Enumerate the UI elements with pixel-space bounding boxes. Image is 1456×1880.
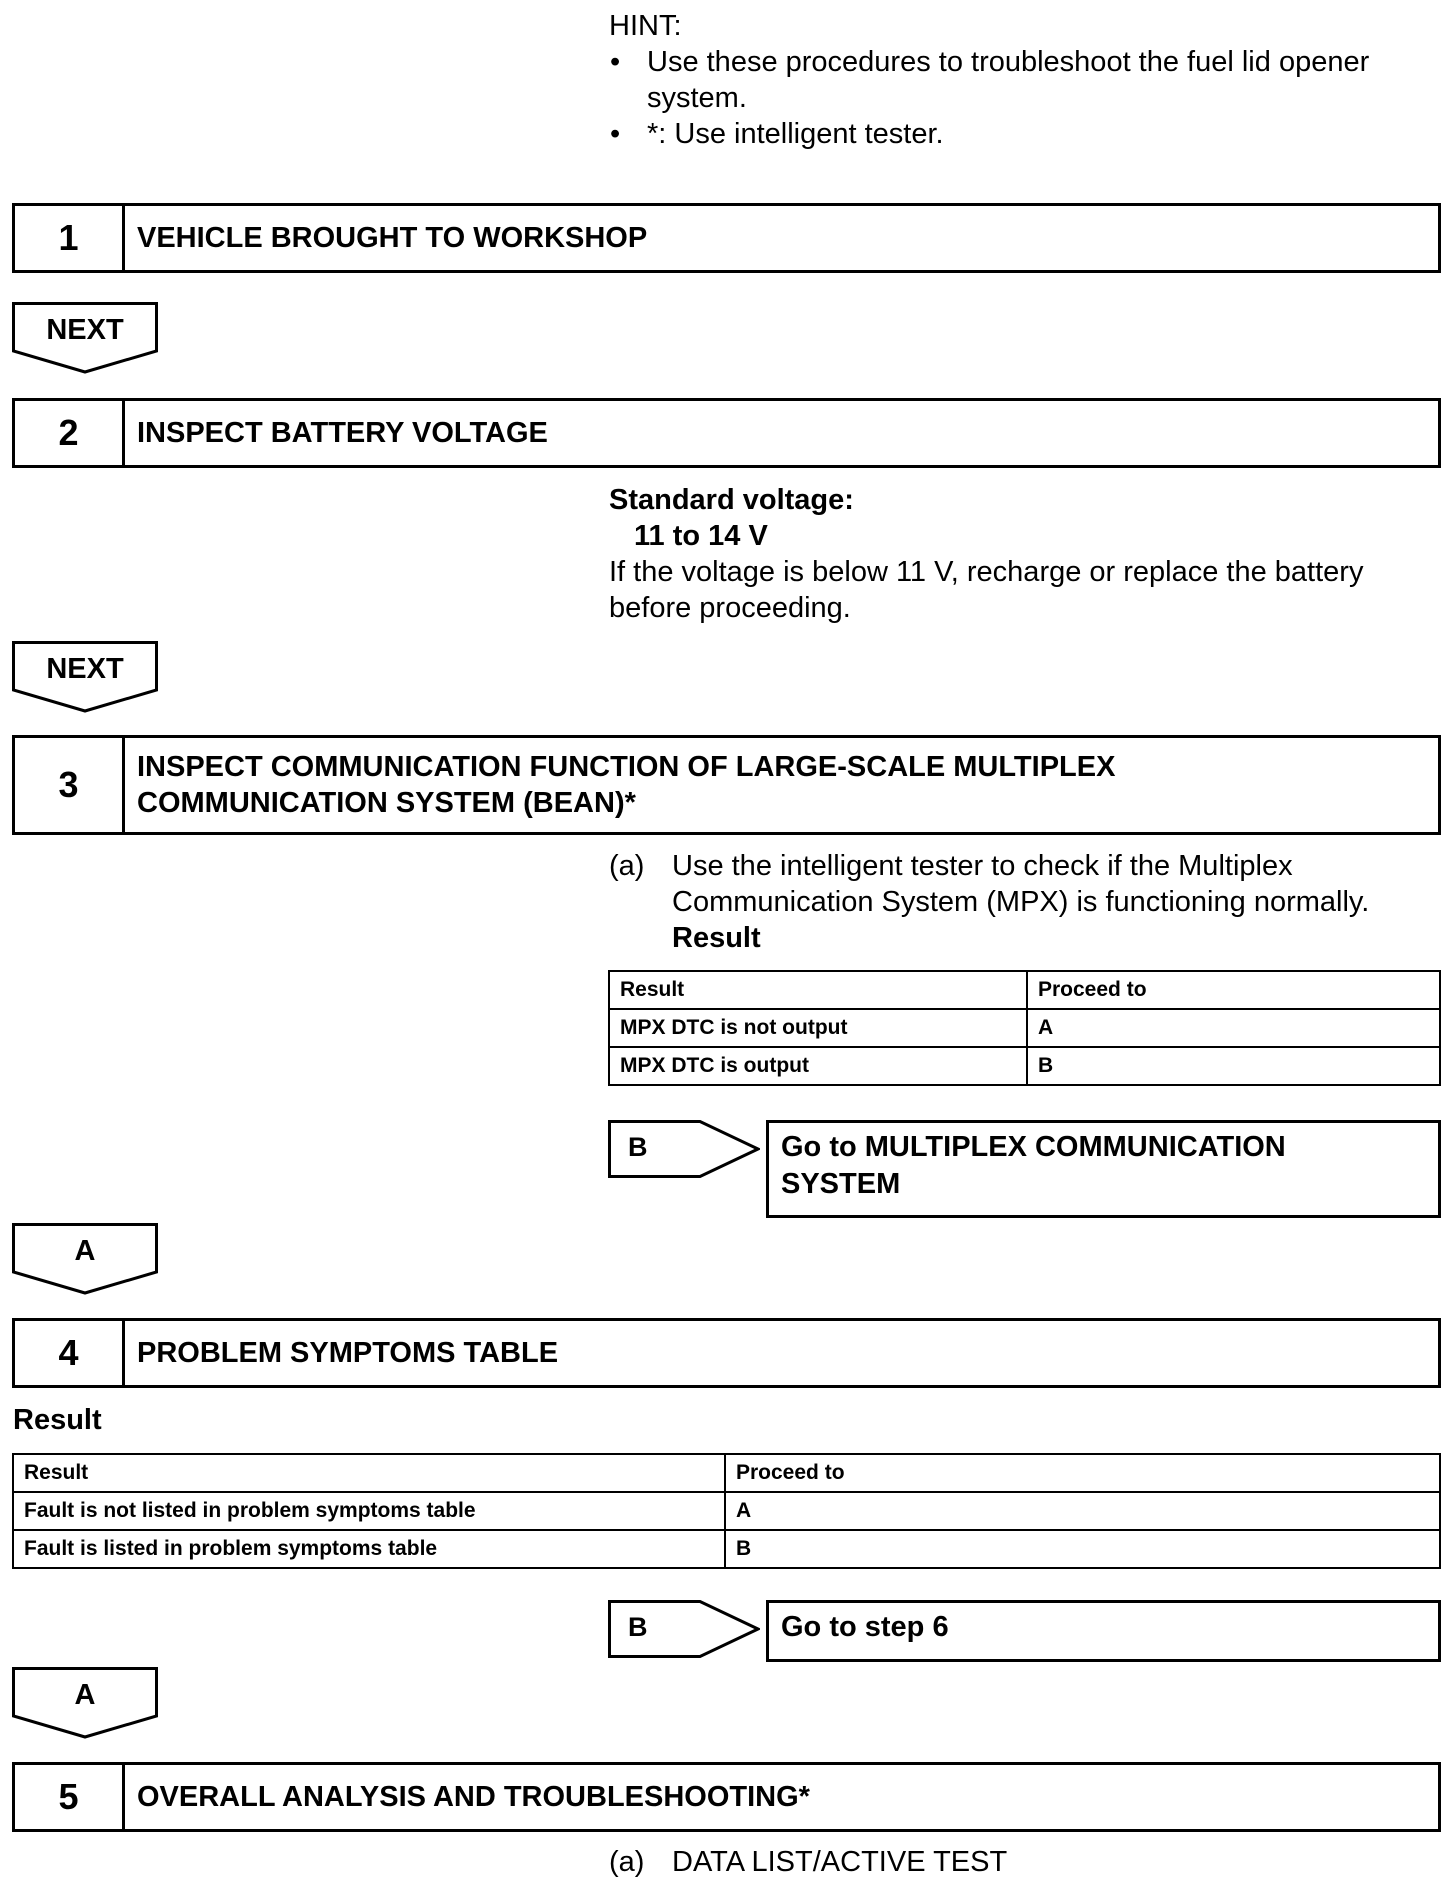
a-arrow — [12, 1667, 158, 1739]
step-number: 1 — [15, 206, 125, 270]
table-header-row — [609, 971, 1440, 1009]
step-number: 4 — [15, 1321, 125, 1385]
goto-text: Go to step 6 — [781, 1611, 949, 1643]
substep-text: DATA LIST/ACTIVE TEST — [672, 1846, 1008, 1878]
hint-bullet-1-line-2: system. — [647, 82, 747, 114]
result-table — [608, 970, 1441, 1086]
table-cell: A — [1027, 1009, 1440, 1047]
step-title: VEHICLE BROUGHT TO WORKSHOP — [137, 222, 648, 254]
table-cell: Fault is not listed in problem symptoms table — [13, 1492, 725, 1530]
goto-box — [766, 1600, 1441, 1662]
goto-text-line-2: SYSTEM — [781, 1168, 901, 1200]
table-header-cell: Proceed to — [725, 1454, 1440, 1492]
step-4-header — [12, 1318, 1441, 1388]
step-title-line-2: COMMUNICATION SYSTEM (BEAN)* — [137, 787, 636, 819]
table-cell: Fault is listed in problem symptoms table — [13, 1530, 725, 1568]
step-3-header — [12, 735, 1441, 835]
a-arrow — [12, 1223, 158, 1295]
hint-bullet-1-line-1: Use these procedures to troubleshoot the fuel lid opener — [647, 46, 1370, 78]
substep-marker: (a) — [609, 1846, 645, 1878]
branch-b-arrow — [608, 1600, 760, 1658]
step-2-header — [12, 398, 1441, 468]
a-label: A — [74, 1235, 96, 1267]
result-label: Result — [672, 922, 761, 954]
branch-label: B — [628, 1132, 648, 1162]
table-row — [609, 1047, 1440, 1085]
substep-text-line-1: Use the intelligent tester to check if the Multiplex — [672, 850, 1293, 882]
standard-voltage-value: 11 to 14 V — [634, 520, 768, 552]
table-header-row — [13, 1454, 1440, 1492]
step-title-line-1: INSPECT COMMUNICATION FUNCTION OF LARGE-SCALE MULTIPLEX — [137, 751, 1116, 783]
standard-voltage-label: Standard voltage: — [609, 484, 854, 516]
branch-label: B — [628, 1612, 648, 1642]
table-cell: MPX DTC is not output — [609, 1009, 1027, 1047]
table-cell: B — [725, 1530, 1440, 1568]
voltage-note-line-1: If the voltage is below 11 V, recharge or replace the battery — [609, 556, 1364, 588]
hint-label: HINT: — [609, 10, 682, 42]
voltage-note-line-2: before proceeding. — [609, 592, 851, 624]
substep-text-line-2: Communication System (MPX) is functioning normally. — [672, 886, 1370, 918]
step-1-header — [12, 203, 1441, 273]
hint-bullet-2: *: Use intelligent tester. — [647, 118, 944, 150]
table-cell: B — [1027, 1047, 1440, 1085]
table-row — [13, 1530, 1440, 1568]
table-row — [13, 1492, 1440, 1530]
goto-text-line-1: Go to MULTIPLEX COMMUNICATION — [781, 1131, 1286, 1163]
branch-b-arrow — [608, 1120, 760, 1178]
step-5-header — [12, 1762, 1441, 1832]
step-number: 5 — [15, 1765, 125, 1829]
table-cell: MPX DTC is output — [609, 1047, 1027, 1085]
goto-box — [766, 1120, 1441, 1218]
table-cell: A — [725, 1492, 1440, 1530]
next-arrow — [12, 641, 158, 713]
result-table — [12, 1453, 1441, 1569]
next-arrow — [12, 302, 158, 374]
step-number: 2 — [15, 401, 125, 465]
step-number: 3 — [15, 738, 125, 832]
result-label: Result — [13, 1404, 102, 1436]
a-label: A — [74, 1679, 96, 1711]
step-title: OVERALL ANALYSIS AND TROUBLESHOOTING* — [137, 1781, 810, 1813]
table-header-cell: Result — [609, 971, 1027, 1009]
step-title: PROBLEM SYMPTOMS TABLE — [137, 1337, 559, 1369]
step-title — [125, 738, 1438, 832]
next-label: NEXT — [46, 653, 124, 685]
substep-marker: (a) — [609, 850, 645, 882]
table-row — [609, 1009, 1440, 1047]
step-title: INSPECT BATTERY VOLTAGE — [137, 417, 548, 449]
bullet-icon: • — [610, 118, 621, 150]
bullet-icon: • — [610, 46, 621, 78]
table-header-cell: Proceed to — [1027, 971, 1440, 1009]
table-header-cell: Result — [13, 1454, 725, 1492]
next-label: NEXT — [46, 314, 124, 346]
